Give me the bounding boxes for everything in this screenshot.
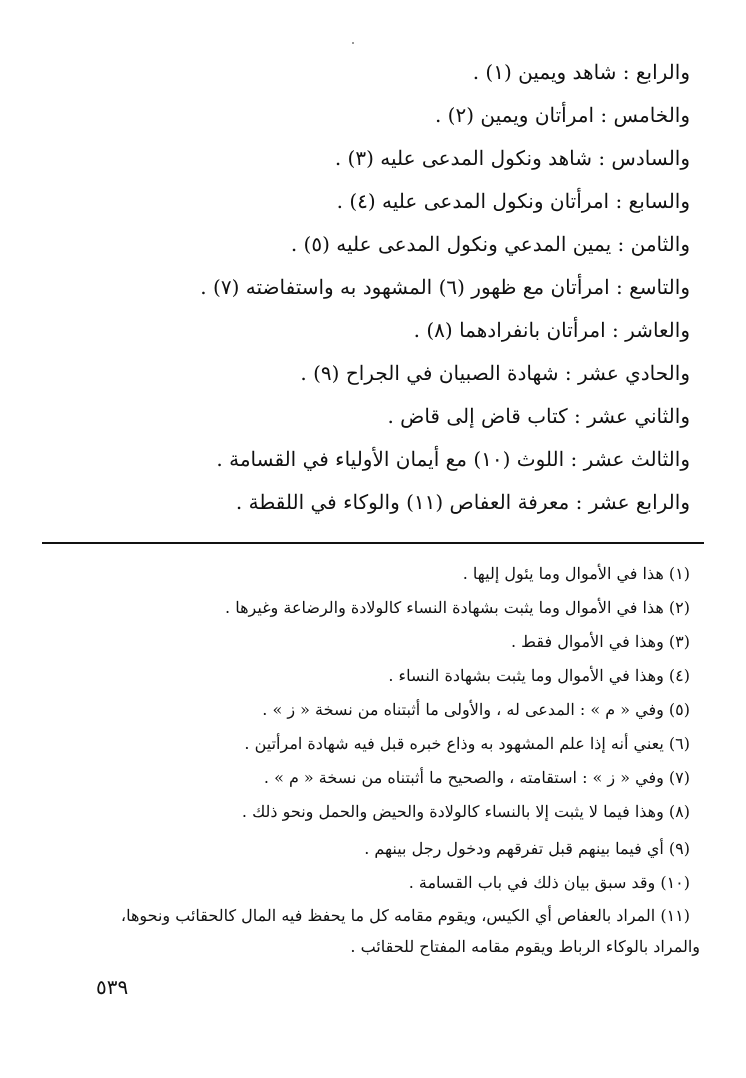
main-line-11: والرابع عشر : معرفة العفاص (١١) والوكاء في اللقطة . xyxy=(235,490,690,514)
main-line-3: والسادس : شاهد ونكول المدعى عليه (٣) . xyxy=(334,146,690,170)
main-line-10: والثالث عشر : اللوث (١٠) مع أيمان الأولياء في القسامة . xyxy=(216,447,690,471)
main-line-1: والرابع : شاهد ويمين (١) . xyxy=(472,60,690,84)
footnote-9: (٩) أي فيما بينهم قبل تفرقهم ودخول رجل بينهم . xyxy=(364,839,690,858)
main-line-6: والتاسع : امرأتان مع ظهور (٦) المشهود به واستفاضته (٧) . xyxy=(200,275,690,299)
footnote-4: (٤) وهذا في الأموال وما يثبت بشهادة النساء . xyxy=(388,666,690,685)
main-line-9: والثاني عشر : كتاب قاض إلى قاض . xyxy=(387,404,690,428)
main-line-4: والسابع : امرأتان ونكول المدعى عليه (٤) . xyxy=(336,189,690,213)
footnote-11-continuation: والمراد بالوكاء الرباط ويقوم مقامه المفتاح للحقائب . xyxy=(350,937,700,956)
main-line-7: والعاشر : امرأتان بانفرادهما (٨) . xyxy=(413,318,690,342)
page-number: ٥٣٩ xyxy=(96,975,129,999)
main-line-8: والحادي عشر : شهادة الصبيان في الجراح (٩) . xyxy=(300,361,690,385)
main-line-2: والخامس : امرأتان ويمين (٢) . xyxy=(434,103,690,127)
footnote-6: (٦) يعني أنه إذا علم المشهود به وذاع خبره قبل فيه شهادة امرأتين . xyxy=(244,734,690,753)
footnote-11: (١١) المراد بالعفاص أي الكيس، ويقوم مقامه كل ما يحفظ فيه المال كالحقائب ونحوها، xyxy=(120,906,690,925)
main-line-5: والثامن : يمين المدعي ونكول المدعى عليه (٥) . xyxy=(290,232,690,256)
footnote-10: (١٠) وقد سبق بيان ذلك في باب القسامة . xyxy=(408,873,690,892)
footnote-7: (٧) وفي « ز » : استقامته ، والصحيح ما أثبتناه من نسخة « م » . xyxy=(263,768,690,787)
footnote-separator xyxy=(42,542,704,544)
footnote-1: (١) هذا في الأموال وما يئول إليها . xyxy=(462,564,690,583)
footnote-5: (٥) وفي « م » : المدعى له ، والأولى ما أثبتناه من نسخة « ز » . xyxy=(262,700,690,719)
footnote-3: (٣) وهذا في الأموال فقط . xyxy=(511,632,690,651)
footnote-8: (٨) وهذا فيما لا يثبت إلا بالنساء كالولادة والحيض والحمل ونحو ذلك . xyxy=(241,802,690,821)
footnote-2: (٢) هذا في الأموال وما يثبت بشهادة النساء كالولادة والرضاعة وغيرها . xyxy=(225,598,690,617)
scan-speck xyxy=(352,42,354,44)
